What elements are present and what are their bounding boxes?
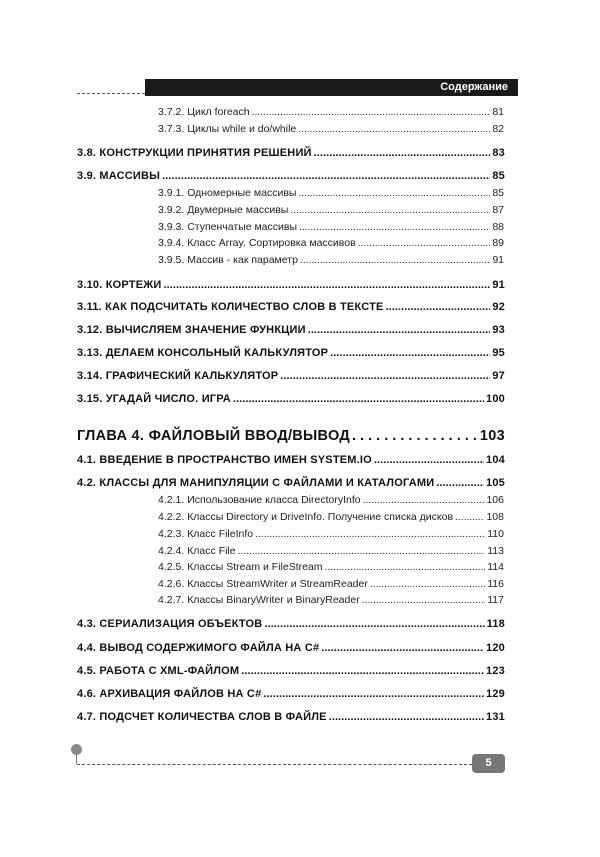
toc-entry[interactable] — [77, 642, 505, 654]
toc-entry[interactable] — [158, 594, 504, 606]
dot-leader — [299, 221, 490, 233]
dot-leader — [241, 665, 484, 677]
dot-leader — [164, 279, 491, 291]
toc-entry-title: 4.2.2. Классы Directory и DriveInfo. Получение списка дисков — [158, 511, 454, 523]
dot-leader — [352, 428, 478, 444]
page-number-badge — [472, 754, 505, 773]
toc-entry[interactable] — [77, 324, 505, 336]
toc-entry[interactable] — [158, 254, 504, 266]
toc-entry-title: 4.2.7. Классы BinaryWriter и BinaryReader — [158, 594, 360, 606]
dot-leader — [238, 545, 486, 557]
toc-entry-title: 4.7. ПОДСЧЕТ КОЛИЧЕСТВА СЛОВ В ФАЙЛЕ — [77, 711, 327, 723]
dot-leader — [233, 393, 484, 405]
toc-chapter-title: ГЛАВА 4. ФАЙЛОВЫЙ ВВОД/ВЫВОД — [77, 428, 350, 444]
toc-entry-title: 3.15. УГАДАЙ ЧИСЛО. ИГРА — [77, 393, 231, 405]
dot-leader — [455, 511, 484, 523]
toc-entry[interactable] — [158, 187, 504, 199]
toc-entry[interactable] — [77, 618, 505, 630]
toc-entry-page: 114 — [487, 561, 504, 573]
header-divider — [77, 93, 145, 94]
dot-leader — [300, 254, 490, 266]
toc-entry-title: 3.9.4. Класс Array. Сортировка массивов — [158, 237, 356, 249]
dot-leader — [362, 594, 486, 606]
toc-entry-title: 3.7.2. Цикл foreach — [158, 106, 250, 118]
toc-entry-title: 4.3. СЕРИАЛИЗАЦИЯ ОБЪЕКТОВ — [77, 618, 263, 630]
dot-leader — [280, 370, 490, 382]
toc-entry[interactable] — [77, 688, 505, 700]
toc-entry-title: 4.2.4. Класс File — [158, 545, 236, 557]
toc-entry-page: 129 — [486, 688, 505, 700]
toc-entry-title: 3.8. КОНСТРУКЦИИ ПРИНЯТИЯ РЕШЕНИЙ — [77, 147, 312, 159]
running-header — [145, 79, 518, 96]
toc-entry-title: 4.2. КЛАССЫ ДЛЯ МАНИПУЛЯЦИИ С ФАЙЛАМИ И КАТАЛОГАМИ — [77, 477, 435, 489]
toc-entry[interactable] — [77, 477, 505, 489]
toc-entry-title: 3.13. ДЕЛАЕМ КОНСОЛЬНЫЙ КАЛЬКУЛЯТОР — [77, 347, 329, 359]
toc-chapter-entry[interactable] — [77, 428, 505, 444]
footer-tick-mark — [76, 755, 77, 764]
toc-entry-page: 97 — [492, 370, 505, 382]
toc-entry-page: 91 — [492, 254, 504, 266]
toc-entry-page: 85 — [492, 170, 505, 182]
toc-entry-title: 4.1. ВВЕДЕНИЕ В ПРОСТРАНСТВО ИМЕН SYSTEM.IO — [77, 454, 372, 466]
page-number: 5 — [485, 757, 492, 769]
toc-entry-title: 3.9.1. Одномерные массивы — [158, 187, 297, 199]
toc-entry-page: 106 — [486, 494, 504, 506]
toc-entry-title: 4.6. АРХИВАЦИЯ ФАЙЛОВ НА C# — [77, 688, 262, 700]
toc-entry-page: 87 — [492, 204, 504, 216]
footer-bullet-dot — [71, 744, 82, 755]
toc-entry-page: 118 — [486, 618, 505, 630]
footer-divider — [77, 764, 472, 765]
toc-entry[interactable] — [158, 123, 504, 135]
toc-entry-title: 3.9.2. Двумерные массивы — [158, 204, 289, 216]
toc-entry-page: 100 — [486, 393, 505, 405]
dot-leader — [264, 618, 484, 630]
dot-leader — [325, 561, 486, 573]
dot-leader — [255, 528, 485, 540]
toc-entry-page: 131 — [486, 711, 505, 723]
dot-leader — [263, 688, 484, 700]
dot-leader — [162, 170, 490, 182]
toc-entry-page: 83 — [492, 147, 505, 159]
running-header-title: Содержание — [440, 81, 508, 93]
toc-entry-page: 93 — [492, 324, 505, 336]
toc-entry-title: 3.10. КОРТЕЖИ — [77, 279, 162, 291]
toc-entry-page: 120 — [486, 642, 505, 654]
toc-entry[interactable] — [158, 545, 504, 557]
dot-leader — [290, 204, 490, 216]
toc-entry-title: 4.2.1. Использование класса DirectoryInfo — [158, 494, 361, 506]
toc-entry-page: 117 — [487, 594, 504, 606]
dot-leader — [386, 301, 491, 313]
toc-entry[interactable] — [77, 393, 505, 405]
toc-entry[interactable] — [158, 221, 504, 233]
toc-entry-page: 91 — [492, 279, 505, 291]
toc-entry-page: 82 — [492, 123, 504, 135]
toc-entry[interactable] — [158, 578, 504, 590]
toc-entry-title: 3.9.5. Массив - как параметр — [158, 254, 298, 266]
toc-entry[interactable] — [158, 528, 504, 540]
toc-entry[interactable] — [77, 170, 505, 182]
toc-entry-title: 3.9. МАССИВЫ — [77, 170, 161, 182]
toc-entry-page: 88 — [492, 221, 504, 233]
toc-entry-title: 3.7.3. Циклы while и do/while — [158, 123, 297, 135]
toc-entry-page: 95 — [492, 347, 505, 359]
toc-entry-title: 4.2.6. Классы StreamWriter и StreamReader — [158, 578, 368, 590]
toc-entry[interactable] — [77, 147, 505, 159]
dot-leader — [314, 147, 491, 159]
dot-leader — [298, 123, 490, 135]
toc-entry-page: 89 — [492, 237, 504, 249]
toc-entry-page: 110 — [487, 528, 504, 540]
toc-entry-title: 3.12. ВЫЧИСЛЯЕМ ЗНАЧЕНИЕ ФУНКЦИИ — [77, 324, 306, 336]
toc-entry[interactable] — [158, 106, 504, 118]
dot-leader — [298, 187, 490, 199]
toc-entry[interactable] — [158, 561, 504, 573]
toc-entry[interactable] — [77, 347, 505, 359]
toc-entry[interactable] — [77, 711, 505, 723]
toc-entry-page: 92 — [492, 301, 505, 313]
toc-entry[interactable] — [158, 204, 504, 216]
dot-leader — [252, 106, 491, 118]
toc-entry[interactable] — [77, 370, 505, 382]
toc-entry[interactable] — [77, 454, 505, 466]
toc-entry[interactable] — [77, 665, 505, 677]
dot-leader — [363, 494, 485, 506]
toc-chapter-page: 103 — [479, 428, 505, 444]
dot-leader — [436, 477, 484, 489]
toc-entry-title: 3.11. КАК ПОДСЧИТАТЬ КОЛИЧЕСТВО СЛОВ В ТЕКСТЕ — [77, 301, 384, 313]
toc-entry[interactable] — [77, 279, 505, 291]
toc-entry-page: 116 — [487, 578, 504, 590]
toc-entry-page: 105 — [486, 477, 505, 489]
toc-entry-page: 123 — [486, 665, 505, 677]
dot-leader — [358, 237, 491, 249]
toc-entry-title: 4.4. ВЫВОД СОДЕРЖИМОГО ФАЙЛА НА C# — [77, 642, 320, 654]
toc-entry-title: 3.14. ГРАФИЧЕСКИЙ КАЛЬКУЛЯТОР — [77, 370, 279, 382]
toc-entry-page: 81 — [492, 106, 504, 118]
toc-entry-page: 108 — [486, 511, 504, 523]
toc-entry-title: 4.2.5. Классы Stream и FileStream — [158, 561, 323, 573]
dot-leader — [329, 711, 484, 723]
toc-entry-title: 4.2.3. Класс FileInfo — [158, 528, 254, 540]
toc-entry-title: 3.9.3. Ступенчатые массивы — [158, 221, 298, 233]
toc-entry-page: 113 — [487, 545, 504, 557]
toc-entry[interactable] — [158, 494, 504, 506]
toc-entry[interactable] — [158, 237, 504, 249]
dot-leader — [330, 347, 490, 359]
toc-entry-title: 4.5. РАБОТА С XML-ФАЙЛОМ — [77, 665, 240, 677]
toc-entry-page: 104 — [486, 454, 505, 466]
dot-leader — [370, 578, 485, 590]
dot-leader — [308, 324, 491, 336]
toc-entry[interactable] — [77, 301, 505, 313]
dot-leader — [374, 454, 484, 466]
toc-entry[interactable] — [158, 511, 504, 523]
toc-entry-page: 85 — [492, 187, 504, 199]
dot-leader — [321, 642, 484, 654]
